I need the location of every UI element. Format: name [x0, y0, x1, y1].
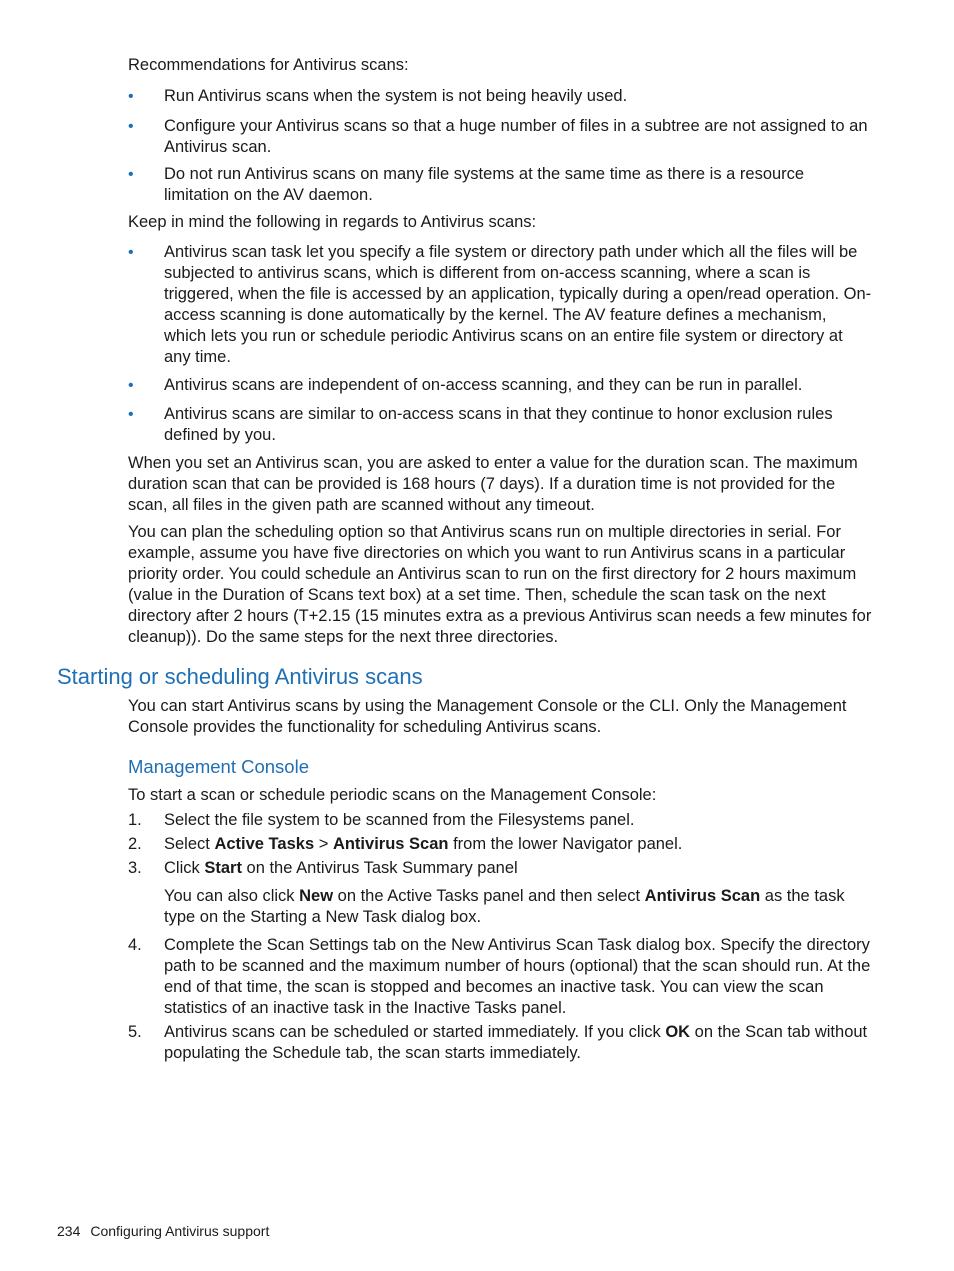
list-item: • Antivirus scans are independent of on-access scanning, and they can be run in parallel.	[128, 376, 803, 394]
list-item: • Run Antivirus scans when the system is not being heavily used.	[128, 87, 628, 105]
section-title: Starting or scheduling Antivirus scans	[57, 664, 423, 689]
schedule-paragraph: You can plan the scheduling option so that Antivirus scans run on multiple directories in serial. For example, assume you have five directories on which you want to run Antivirus scans in a particular priority order. You could schedule an Antivirus scan to run on the first directory for 2 hours maximum (value in the Duration of Scans text box) at a set time. Then, schedule the scan task on the next directory after 2 hours (T+2.15 (15 minutes extra as a previous Antivirus scan needs a few minutes for cleanup)). Do the same steps for the next three directories.	[128, 523, 872, 646]
step-item: 2. Select Active Tasks > Antivirus Scan from the lower Navigator panel.	[128, 835, 683, 853]
chapter-title: Configuring Antivirus support	[90, 1223, 270, 1239]
bullet-icon: •	[128, 118, 134, 135]
step-item: 5. Antivirus scans can be scheduled or started immediately. If you click OK on the Scan tab without populating the Schedule tab, the scan starts immediately.	[128, 1023, 868, 1062]
page-number: 234	[57, 1223, 81, 1239]
list-item: • Do not run Antivirus scans on many file systems at the same time as there is a resource limitation on the AV daemon.	[128, 165, 805, 204]
duration-paragraph: When you set an Antivirus scan, you are asked to enter a value for the duration scan. The maximum duration scan that can be provided is 168 hours (7 days). If a duration time is not provided for the scan, all files in the given path are scanned without any timeout.	[128, 454, 858, 514]
ui-term: OK	[665, 1023, 691, 1041]
intro-heading: Recommendations for Antivirus scans:	[128, 56, 409, 74]
ui-term: Active Tasks	[214, 835, 315, 853]
bullet-icon: •	[128, 88, 134, 105]
subsection-title: Management Console	[128, 756, 309, 777]
ui-term: Antivirus Scan	[644, 887, 761, 905]
list-item: • Antivirus scans are similar to on-access scans in that they continue to honor exclusion rules defined by you.	[128, 405, 833, 444]
step-item: 1. Select the file system to be scanned from the Filesystems panel.	[128, 811, 635, 829]
bullet-icon: •	[128, 406, 134, 423]
ui-term: Antivirus Scan	[332, 835, 449, 853]
steps-lead: To start a scan or schedule periodic scans on the Management Console:	[128, 786, 657, 804]
list-item: • Configure your Antivirus scans so that a huge number of files in a subtree are not assigned to an Antivirus scan.	[128, 117, 868, 156]
section-intro: You can start Antivirus scans by using the Management Console or the CLI. Only the Management Console provides the functionality for scheduling Antivirus scans.	[128, 697, 847, 736]
step-item: 3. Click Start on the Antivirus Task Summary panel	[128, 859, 518, 877]
keep-in-mind-heading: Keep in mind the following in regards to Antivirus scans:	[128, 213, 537, 231]
ui-term: New	[299, 887, 334, 905]
step3-note: You can also click New on the Active Tasks panel and then select Antivirus Scan as the task type on the Starting a New Task dialog box.	[164, 887, 845, 926]
bullet-icon: •	[128, 244, 134, 261]
ui-term: Start	[204, 859, 242, 877]
step-item: 4. Complete the Scan Settings tab on the New Antivirus Scan Task dialog box. Specify the directory path to be scanned and the maximum number of hours (optional) that the scan should run. At the end of that time, the scan is stopped and becomes an inactive task. You can view the scan statistics of an inactive task in the Inactive Tasks panel.	[128, 936, 871, 1017]
page-footer	[57, 1222, 269, 1240]
bullet-icon: •	[128, 377, 134, 394]
bullet-icon: •	[128, 166, 134, 183]
list-item: • Antivirus scan task let you specify a file system or directory path under which all the files will be subjected to antivirus scans, which is different from on-access scanning, where a scan is triggered, when the file is accessed by an application, typically during a open/read operation. On-access scanning is done automatically by the kernel. The AV feature defines a mechanism, which lets you run or schedule periodic Antivirus scans on an entire file system or directory at any time.	[128, 243, 872, 366]
